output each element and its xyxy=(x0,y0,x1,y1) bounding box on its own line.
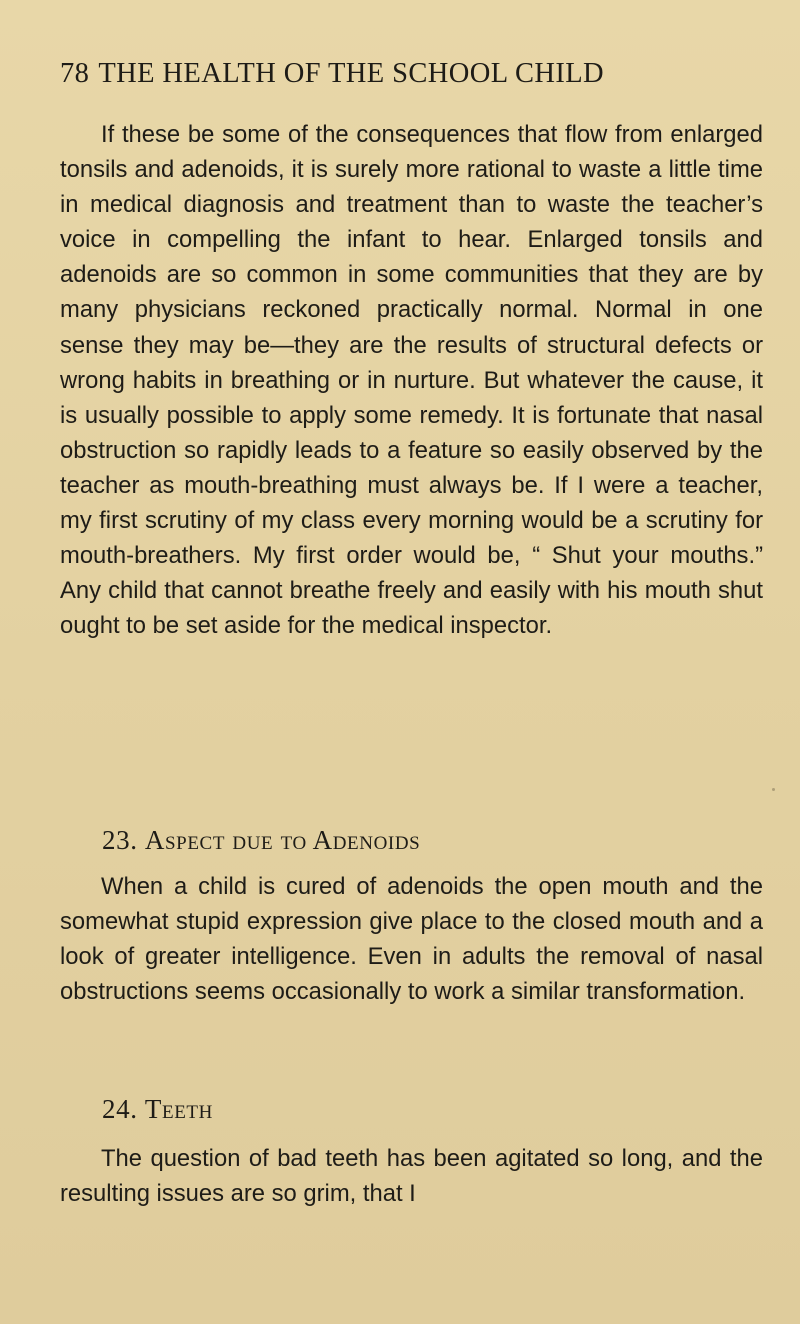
page-number: 78 xyxy=(60,58,90,89)
paper-speck xyxy=(772,788,775,791)
running-head xyxy=(60,58,760,98)
section-number: 24. xyxy=(102,1094,138,1124)
section-title: Aspect due to Adenoids xyxy=(144,825,421,855)
section-number: 23. xyxy=(102,825,138,855)
section-title: Teeth xyxy=(144,1094,213,1124)
section-heading-teeth xyxy=(102,1094,213,1125)
running-title: THE HEALTH OF THE SCHOOL CHILD xyxy=(98,58,605,89)
paragraph-tonsils-adenoids: If these be some of the consequences that flow from enlarged tonsils and adenoids, it is surely more rational to waste a little time in medical diagnosis and treatment than to waste the teacher’s voice in compelling the infant to hear. Enlarged tonsils and adenoids are so common in some communities that they are by many physicians reckoned practically normal. Normal in one sense they may be—they are the results of structural defects or wrong habits in breathing or in nurture. But whatever the cause, it is usually possible to apply some remedy. It is fortunate that nasal obstruction so rapidly leads to a feature so easily observed by the teacher as mouth-breathing must always be. If I were a teacher, my first scrutiny of my class every morning would be a scrutiny for mouth-breathers. My first order would be, “ Shut your mouths.” Any child that cannot breathe freely and easily with his mouth shut ought to be set aside for the medical inspector. xyxy=(60,121,763,640)
paragraph-teeth: The question of bad teeth has been agitated so long, and the resulting issues are so grim, that I xyxy=(60,1145,763,1208)
section-heading-aspect-adenoids xyxy=(102,825,420,856)
paragraph-aspect-adenoids: When a child is cured of adenoids the open mouth and the somewhat stupid expression give place to the closed mouth and a look of greater intelligence. Even in adults the removal of nasal obstructions seems occasionally to work a similar transformation. xyxy=(60,873,763,1006)
